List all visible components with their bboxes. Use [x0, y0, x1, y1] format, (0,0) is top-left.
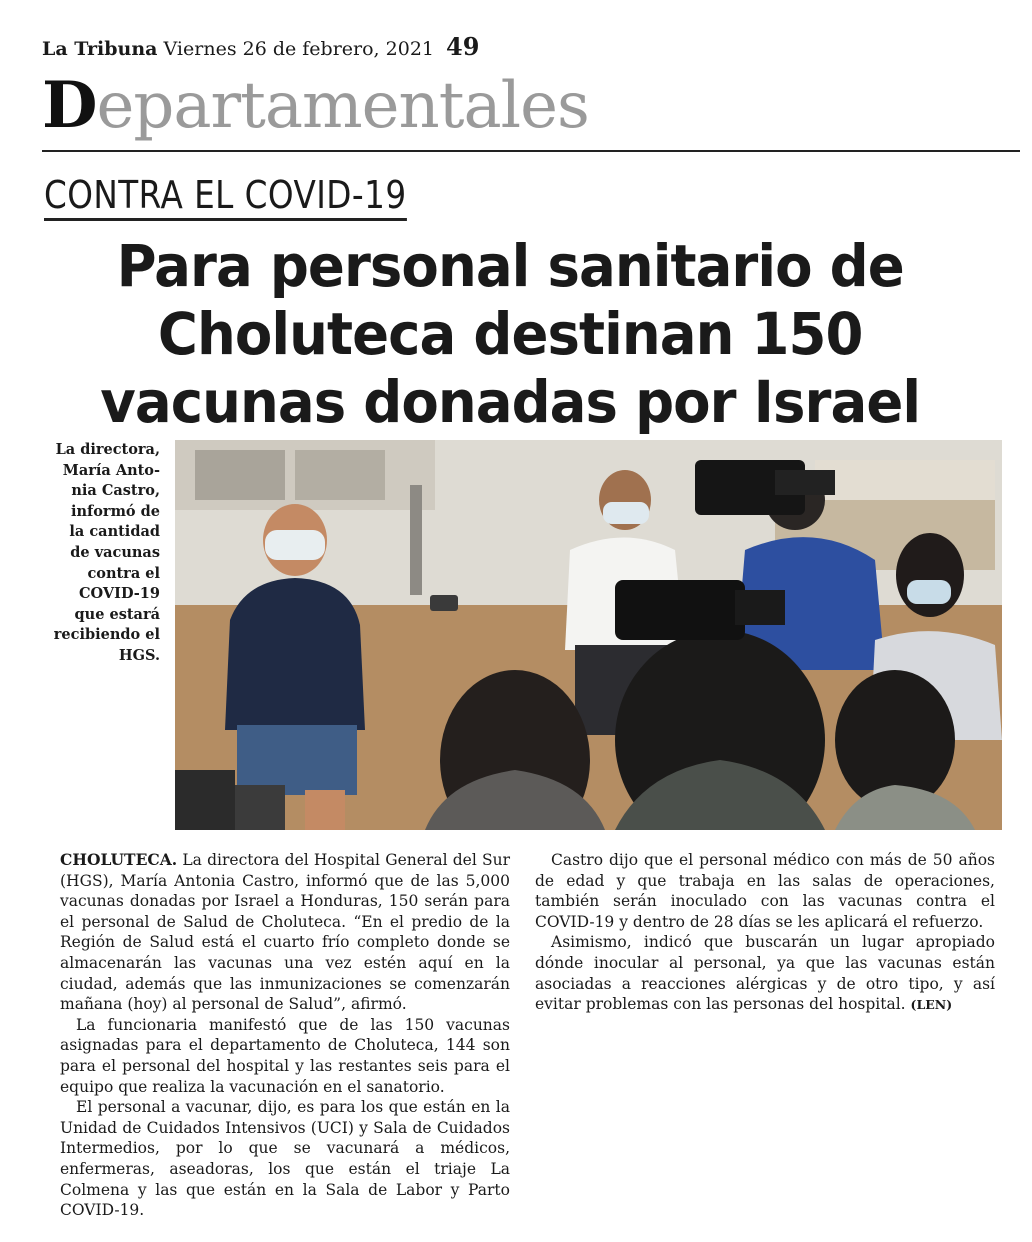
article-paragraph: El personal a vacunar, dijo, es para los que están en la Unidad de Cuidados Intensivos (UCI) y Sala de Cuidados Intermedios, por lo que se vacunará a médicos, enfermeras, aseadoras, los que están el triaje La Colmena y las que están en la Sala de Labor y Parto COVID-19.: [60, 1098, 510, 1220]
page-number: 49: [446, 32, 480, 61]
kicker: CONTRA EL COVID-19: [44, 176, 407, 221]
article-column-left: [60, 850, 510, 1221]
caption-line: HGS.: [118, 646, 160, 664]
caption-line: de vacunas: [70, 543, 160, 561]
news-photo: [175, 440, 1002, 830]
headline-line-2: Choluteca destinan 150: [157, 300, 863, 368]
caption-line: que estará: [74, 605, 160, 623]
caption-line: contra el: [87, 564, 160, 582]
paragraph-text: La directora del Hospital General del Sur (HGS), María Antonia Castro, informó que de las 5,000 vacunas donadas por Israel a Honduras, 150 serán para el personal de Salud de Choluteca. “En el predio de la Región de Salud está el cuarto frío completo donde se almacenarán las vacunas una vez estén aquí en la ciudad, además que las inmunizaciones se comenzarán mañana (hoy) al personal de Salud”, afirmó.: [60, 851, 510, 1014]
article-paragraph: Castro dijo que el personal médico con más de 50 años de edad y que trabaja en las salas de operaciones, también serán inoculado con las vacunas contra el COVID-19 y dentro de 28 días se les aplicará el refuerzo.: [535, 851, 995, 931]
caption-line: informó de: [70, 502, 160, 520]
headline-line-3: vacunas donadas por Israel: [100, 368, 921, 436]
headline: [12, 232, 1008, 436]
dateline: CHOLUTECA.: [60, 850, 178, 869]
newspaper-name: La Tribuna: [42, 38, 158, 60]
section-rest: epartamentales: [96, 69, 589, 143]
section-title: [42, 68, 589, 143]
caption-line: COVID-19: [79, 585, 160, 603]
caption-line: María Anto-: [62, 461, 160, 479]
article-column-right: [535, 850, 995, 1016]
paragraph-text: Asimismo, indicó que buscarán un lugar apropiado dónde inocular al personal, ya que las vacunas están asociadas a reacciones alérgicas y de otro tipo, y así evitar problemas con las personas del hospital.: [535, 933, 995, 1014]
headline-line-1: Para personal sanitario de: [116, 232, 904, 300]
article-paragraph: La funcionaria manifestó que de las 150 vacunas asignadas para el departamento de Choluteca, 144 son para el personal del hospital y las restantes seis para el equipo que realiza la vacunación en el sanatorio.: [60, 1015, 510, 1096]
photo-caption: [30, 440, 160, 667]
caption-line: nia Castro,: [71, 482, 160, 500]
masthead: [42, 32, 479, 61]
caption-line: la cantidad: [69, 523, 160, 541]
caption-line: recibiendo el: [53, 626, 160, 644]
section-initial: D: [42, 68, 97, 143]
article-paragraph: [535, 932, 995, 1015]
caption-line: La directora,: [55, 441, 160, 458]
issue-date: Viernes 26 de febrero, 2021: [163, 38, 434, 60]
byline: (LEN): [910, 997, 953, 1013]
photo-illustration: [175, 440, 1002, 830]
section-divider: [42, 150, 1020, 152]
article-paragraph: [60, 850, 510, 1015]
